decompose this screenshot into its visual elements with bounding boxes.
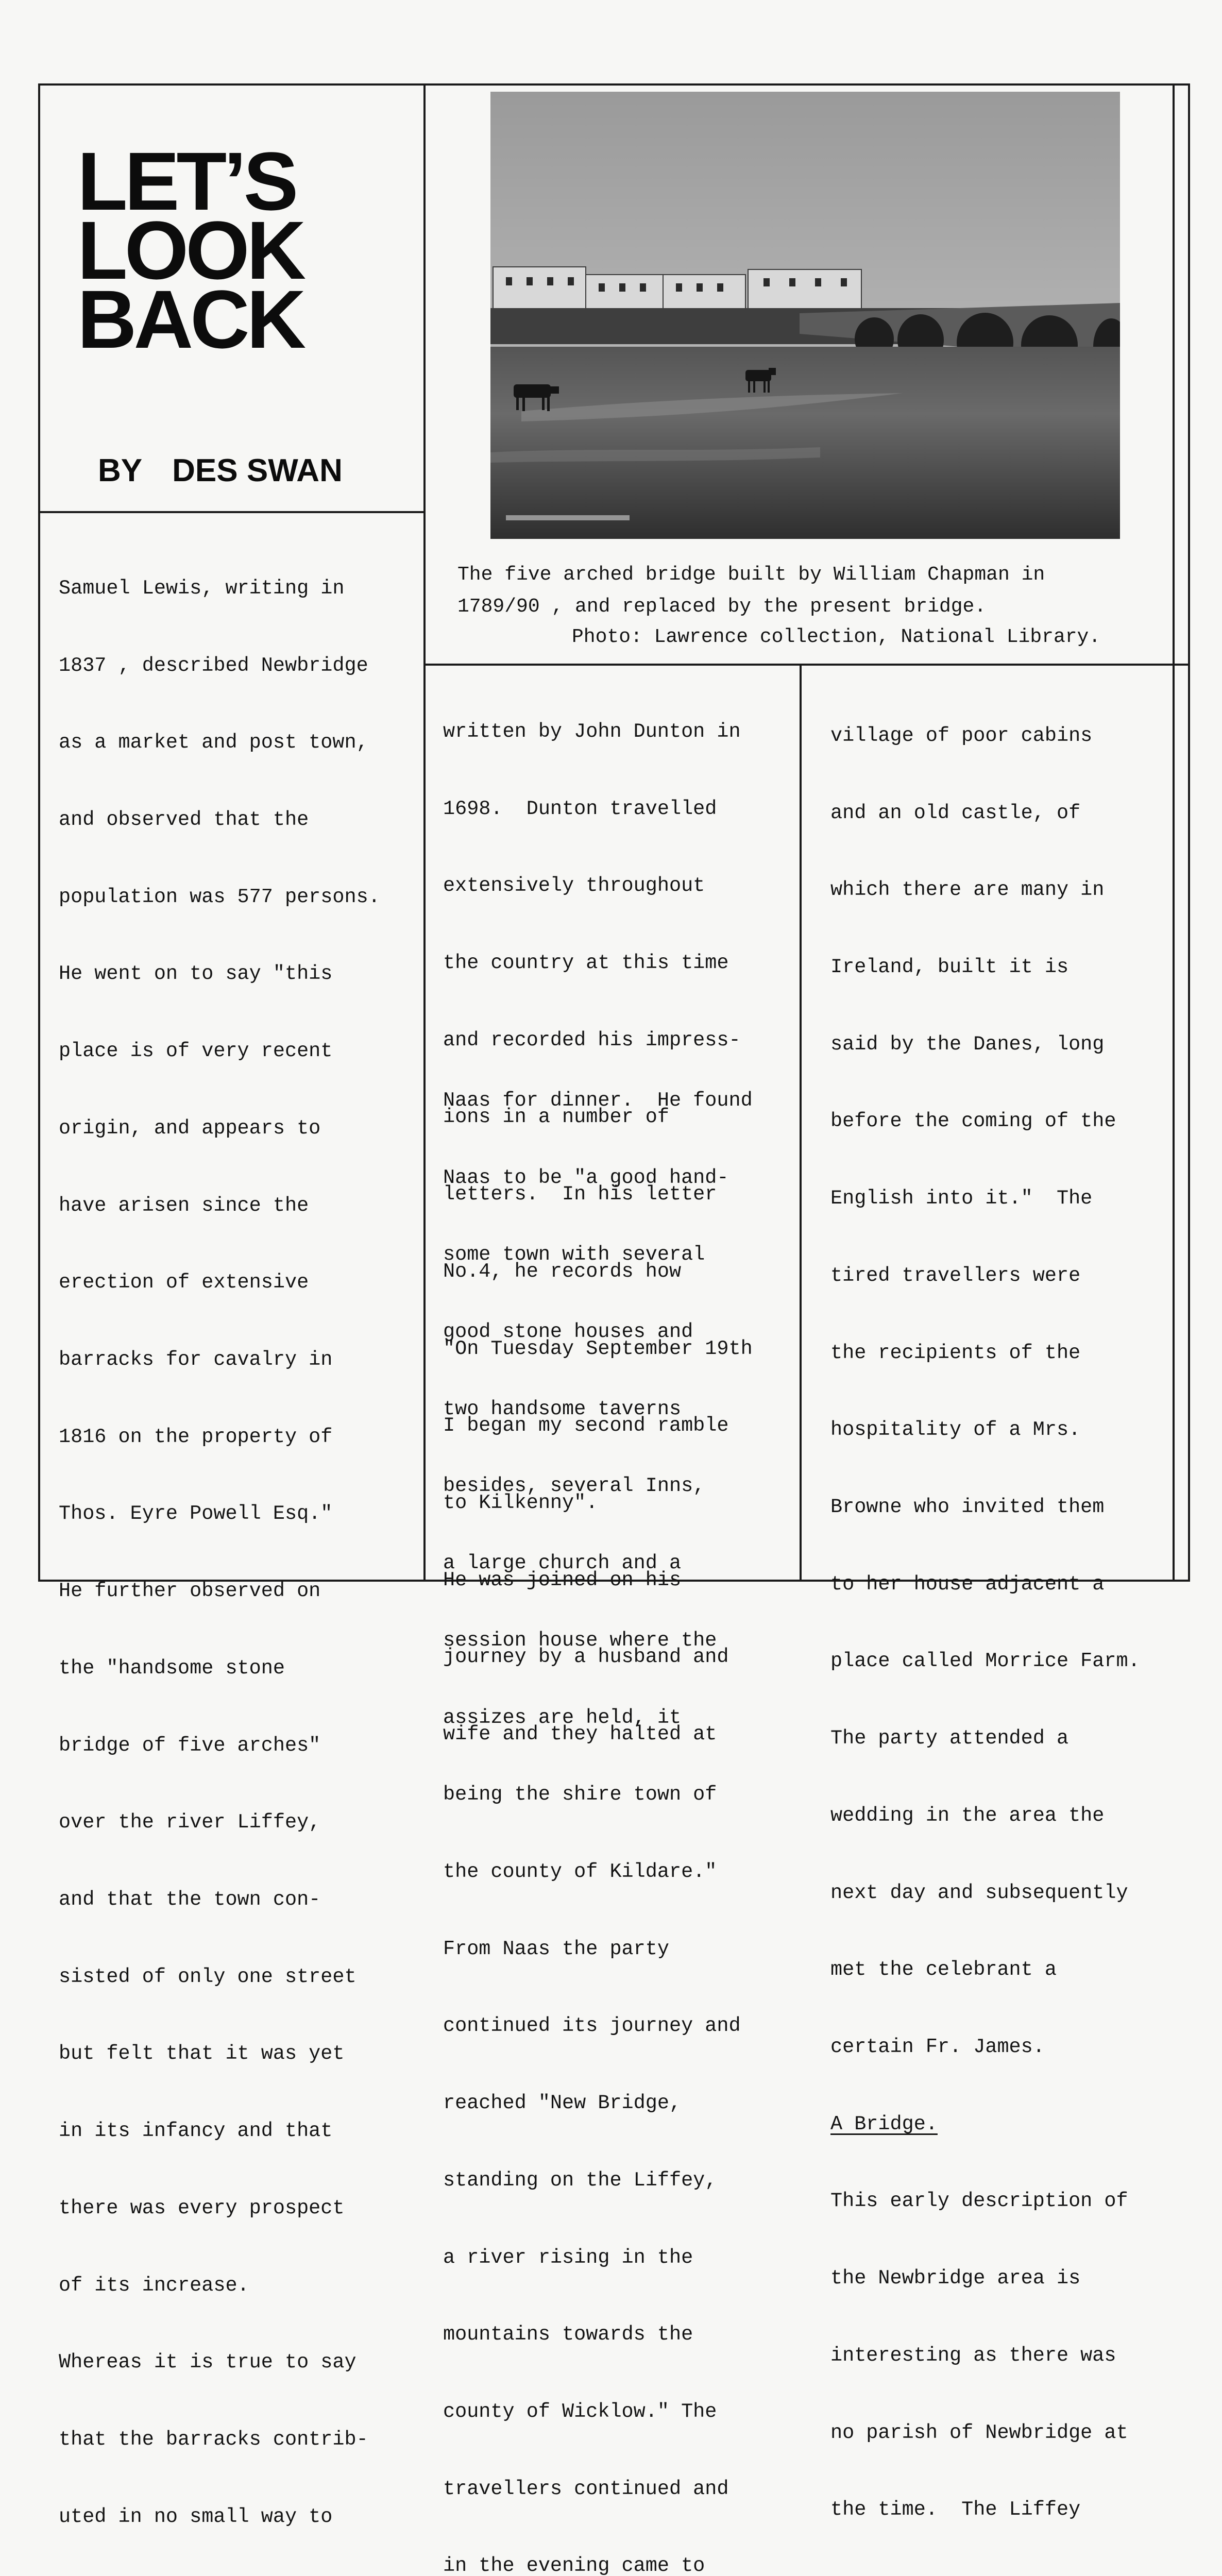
text-line: some town with several	[443, 1243, 705, 1266]
text-line: Naas for dinner. He found	[443, 1089, 753, 1112]
text-line: wedding in the area the	[830, 1804, 1105, 1827]
text-line: met the celebrant a	[830, 1958, 1057, 1981]
text-line: letters. In his letter	[443, 1183, 717, 1206]
text-line: origin, and appears to	[59, 1116, 321, 1140]
text-line: bridge of five arches"	[59, 1734, 321, 1757]
photo-credit: Photo: Lawrence collection, National Library.	[572, 626, 1101, 648]
text-line: standing on the Liffey,	[443, 2168, 717, 2192]
text-line: that the barracks contrib-	[59, 2428, 368, 2451]
text-line: no parish of Newbridge at	[830, 2421, 1128, 2444]
text-line: barracks for cavalry in	[59, 1348, 333, 1371]
text-line: in the evening came to	[443, 2554, 705, 2576]
text-line: there was every prospect	[59, 2196, 345, 2219]
text-line: village of poor cabins	[830, 724, 1093, 747]
text-line: Samuel Lewis, writing in	[59, 577, 345, 600]
text-line: "On Tuesday September 19th	[443, 1337, 753, 1360]
text-line	[830, 2574, 1140, 2576]
text-line: The party attended a	[830, 1727, 1069, 1750]
text-line: place called Morrice Farm.	[830, 1650, 1140, 1673]
text-line: and that the town con-	[59, 1888, 321, 1911]
text-line: session house where the	[443, 1629, 717, 1652]
text-line: a large church and a	[443, 1552, 682, 1575]
masthead-title	[77, 135, 397, 365]
text-line: population was 577 persons.	[59, 885, 380, 908]
text-line: tired travellers were	[830, 1264, 1081, 1287]
article-column-3	[830, 672, 1140, 2576]
right-margin-rule	[1173, 83, 1175, 1582]
text-line: 1837 , described Newbridge	[59, 654, 368, 677]
text-line: Thos. Eyre Powell Esq."	[59, 1502, 333, 1526]
byline	[98, 452, 343, 489]
masthead-rule	[38, 511, 426, 513]
caption-line: 1789/90 , and replaced by the present bridge.	[457, 596, 987, 618]
text-line: county of Wicklow." The	[443, 2400, 717, 2424]
text-line: of its increase.	[59, 2274, 249, 2297]
section-heading-a-bridge: A Bridge.	[830, 2112, 938, 2136]
text-line: reached "New Bridge,	[443, 2092, 682, 2115]
text-line: ions in a number of	[443, 1106, 669, 1129]
article-column-2-bottom	[443, 1037, 753, 2576]
text-line: the "handsome stone	[59, 1656, 285, 1680]
text-line: but felt that it was yet	[59, 2042, 345, 2065]
photo-panel-rule	[423, 664, 1190, 666]
text-line: Browne who invited them	[830, 1496, 1105, 1518]
text-line: I began my second ramble	[443, 1414, 729, 1437]
text-line: English into it." The	[830, 1187, 1093, 1210]
text-line: over the river Liffey,	[59, 1811, 321, 1834]
text-line: the time. The Liffey	[830, 2498, 1081, 2521]
text-line: being the shire town of	[443, 1783, 717, 1806]
text-line: the recipients of the	[830, 1341, 1081, 1364]
text-line: a river rising in the	[443, 2246, 693, 2269]
title-line: LOOK	[77, 204, 303, 296]
text-line: uted in no small way to	[59, 2505, 333, 2528]
text-line: 1816 on the property of	[59, 1425, 333, 1448]
photo-caption	[457, 559, 1158, 623]
text-line: He was joined on his	[443, 1568, 682, 1591]
byline-by: BY	[98, 453, 143, 488]
text-line: before the coming of the	[830, 1110, 1116, 1133]
text-line: in its infancy and that	[59, 2120, 333, 2143]
text-line: have arisen since the	[59, 1194, 309, 1217]
column-rule-left	[423, 83, 426, 1582]
text-line: to her house adjacent a	[830, 1572, 1105, 1596]
text-line: Ireland, built it is	[830, 955, 1069, 978]
title-line: BACK	[77, 273, 303, 365]
text-line: sisted of only one street	[59, 1965, 357, 1988]
text-line: wife and they halted at	[443, 1723, 717, 1746]
text-line: written by John Dunton in	[443, 720, 741, 743]
text-line: besides, several Inns,	[443, 1475, 705, 1498]
text-line: which there are many in	[830, 878, 1105, 902]
text-line: Whereas it is true to say	[59, 2351, 357, 2374]
text-line: He further observed on	[59, 1580, 321, 1603]
text-line: interesting as there was	[830, 2344, 1116, 2367]
text-line: and observed that the	[59, 808, 309, 831]
text-line: certain Fr. James.	[830, 2036, 1045, 2059]
text-line: hospitality of a Mrs.	[830, 1418, 1081, 1442]
text-line: No.4, he records how	[443, 1260, 682, 1283]
text-line: This early description of	[830, 2190, 1128, 2213]
text-line: place is of very recent	[59, 1040, 333, 1063]
text-line: mountains towards the	[443, 2323, 693, 2346]
text-line: the county of Kildare."	[443, 1860, 717, 1883]
article-column-1	[59, 524, 380, 2576]
text-line: good stone houses and	[443, 1320, 693, 1343]
text-line: continued its journey and	[443, 2014, 741, 2038]
column-rule-right	[800, 664, 802, 1582]
text-line: and recorded his impress-	[443, 1028, 741, 1052]
text-line: next day and subsequently	[830, 1881, 1128, 1904]
text-line: two handsome taverns	[443, 1397, 682, 1420]
bridge-photograph	[490, 92, 1120, 539]
author-name: DES SWAN	[172, 453, 343, 488]
text-line: He went on to say "this	[59, 962, 333, 986]
text-line: and an old castle, of	[830, 801, 1081, 824]
text-line: 1698. Dunton travelled	[443, 797, 717, 820]
text-line: to Kilkenny".	[443, 1492, 598, 1514]
text-line: journey by a husband and	[443, 1646, 729, 1669]
text-line: erection of extensive	[59, 1271, 309, 1294]
text-line: the Newbridge area is	[830, 2267, 1081, 2290]
text-line: said by the Danes, long	[830, 1032, 1105, 1056]
text-line: travellers continued and	[443, 2477, 729, 2500]
caption-line: The five arched bridge built by William Chapman in	[457, 564, 1045, 586]
text-line: assizes are held, it	[443, 1706, 682, 1729]
title-line: LET’S	[77, 135, 296, 227]
text-line: extensively throughout	[443, 874, 705, 897]
text-line: From Naas the party	[443, 1937, 669, 1960]
text-line: Naas to be "a good hand-	[443, 1166, 729, 1189]
text-line: the country at this time	[443, 951, 729, 974]
text-line: as a market and post town,	[59, 731, 368, 754]
